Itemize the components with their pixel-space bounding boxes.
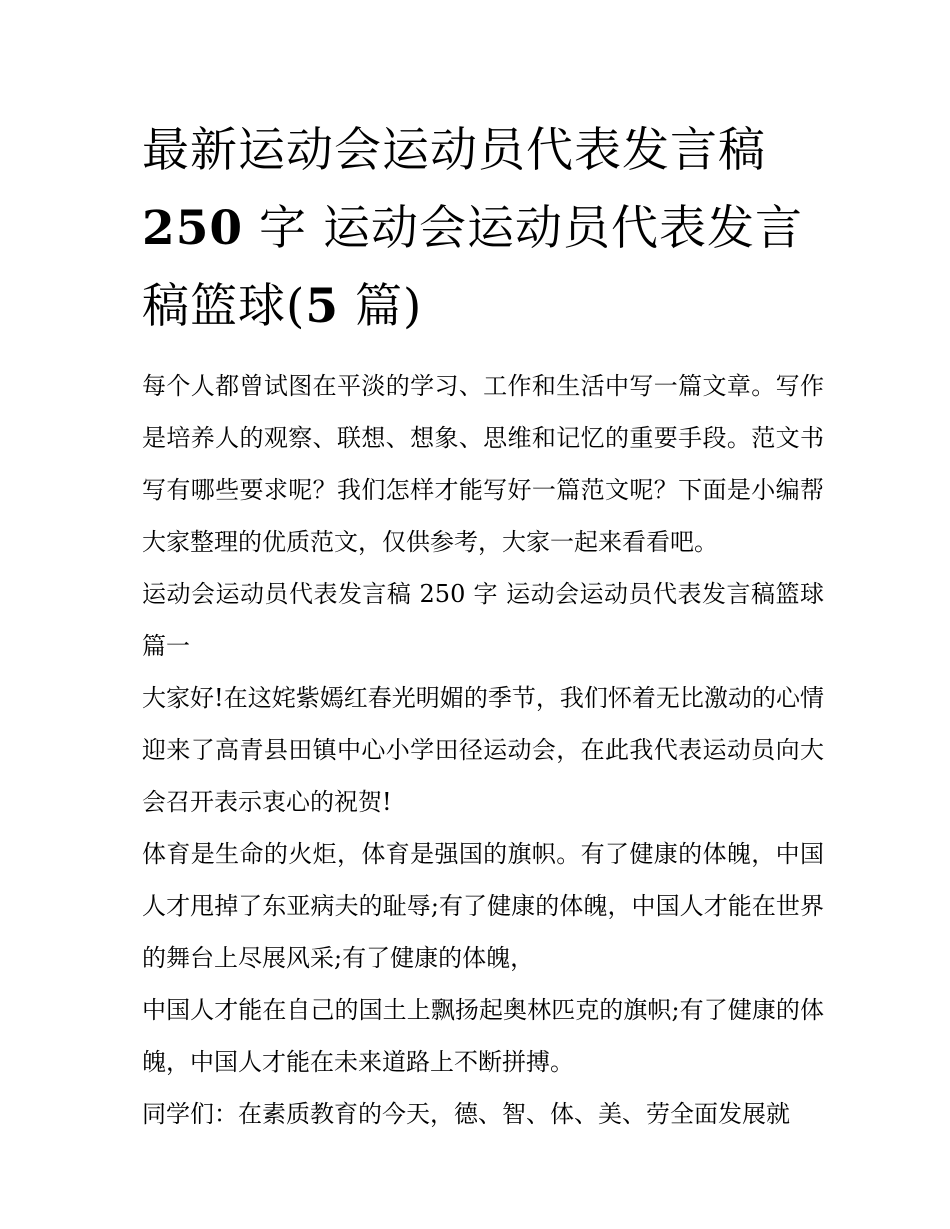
title-line-3-start: 稿篮球(	[142, 279, 306, 334]
title-number-5: 5	[305, 279, 340, 334]
body-paragraph: 大家好!在这姹紫嫣红春光明媚的季节，我们怀着无比激动的心情迎来了高青县田镇中心小学田径运动会，在此我代表运动员向大会召开表示衷心的祝贺!	[142, 684, 824, 816]
document-title	[142, 112, 824, 346]
body-paragraph: 体育是生命的火炬，体育是强国的旗帜。有了健康的体魄，中国人才甩掉了东亚病夫的耻辱;有了健康的体魄，中国人才能在世界的舞台上尽展风采;有了健康的体魄，	[142, 840, 824, 972]
title-line-2: 字 运动会运动员代表发言	[243, 201, 803, 256]
intro-paragraph: 每个人都曾试图在平淡的学习、工作和生活中写一篇文章。写作是培养人的观察、联想、想象、思维和记忆的重要手段。范文书写有哪些要求呢？我们怎样才能写好一篇范文呢？下面是小编帮大家整理的优质范文，仅供参考，大家一起来看看吧。	[142, 372, 824, 556]
body-paragraph: 同学们：在素质教育的今天，德、智、体、美、劳全面发展就	[142, 1100, 790, 1128]
section-heading: 运动会运动员代表发言稿 250 字 运动会运动员代表发言稿篮球篇一	[142, 580, 824, 660]
title-line-1: 最新运动会运动员代表发言稿	[142, 123, 766, 178]
title-line-3-end: 篇)	[339, 279, 423, 334]
body-paragraph: 中国人才能在自己的国土上飘扬起奥林匹克的旗帜;有了健康的体魄，中国人才能在未来道路上不断拼搏。	[142, 996, 824, 1076]
title-number-250: 250	[142, 201, 244, 256]
